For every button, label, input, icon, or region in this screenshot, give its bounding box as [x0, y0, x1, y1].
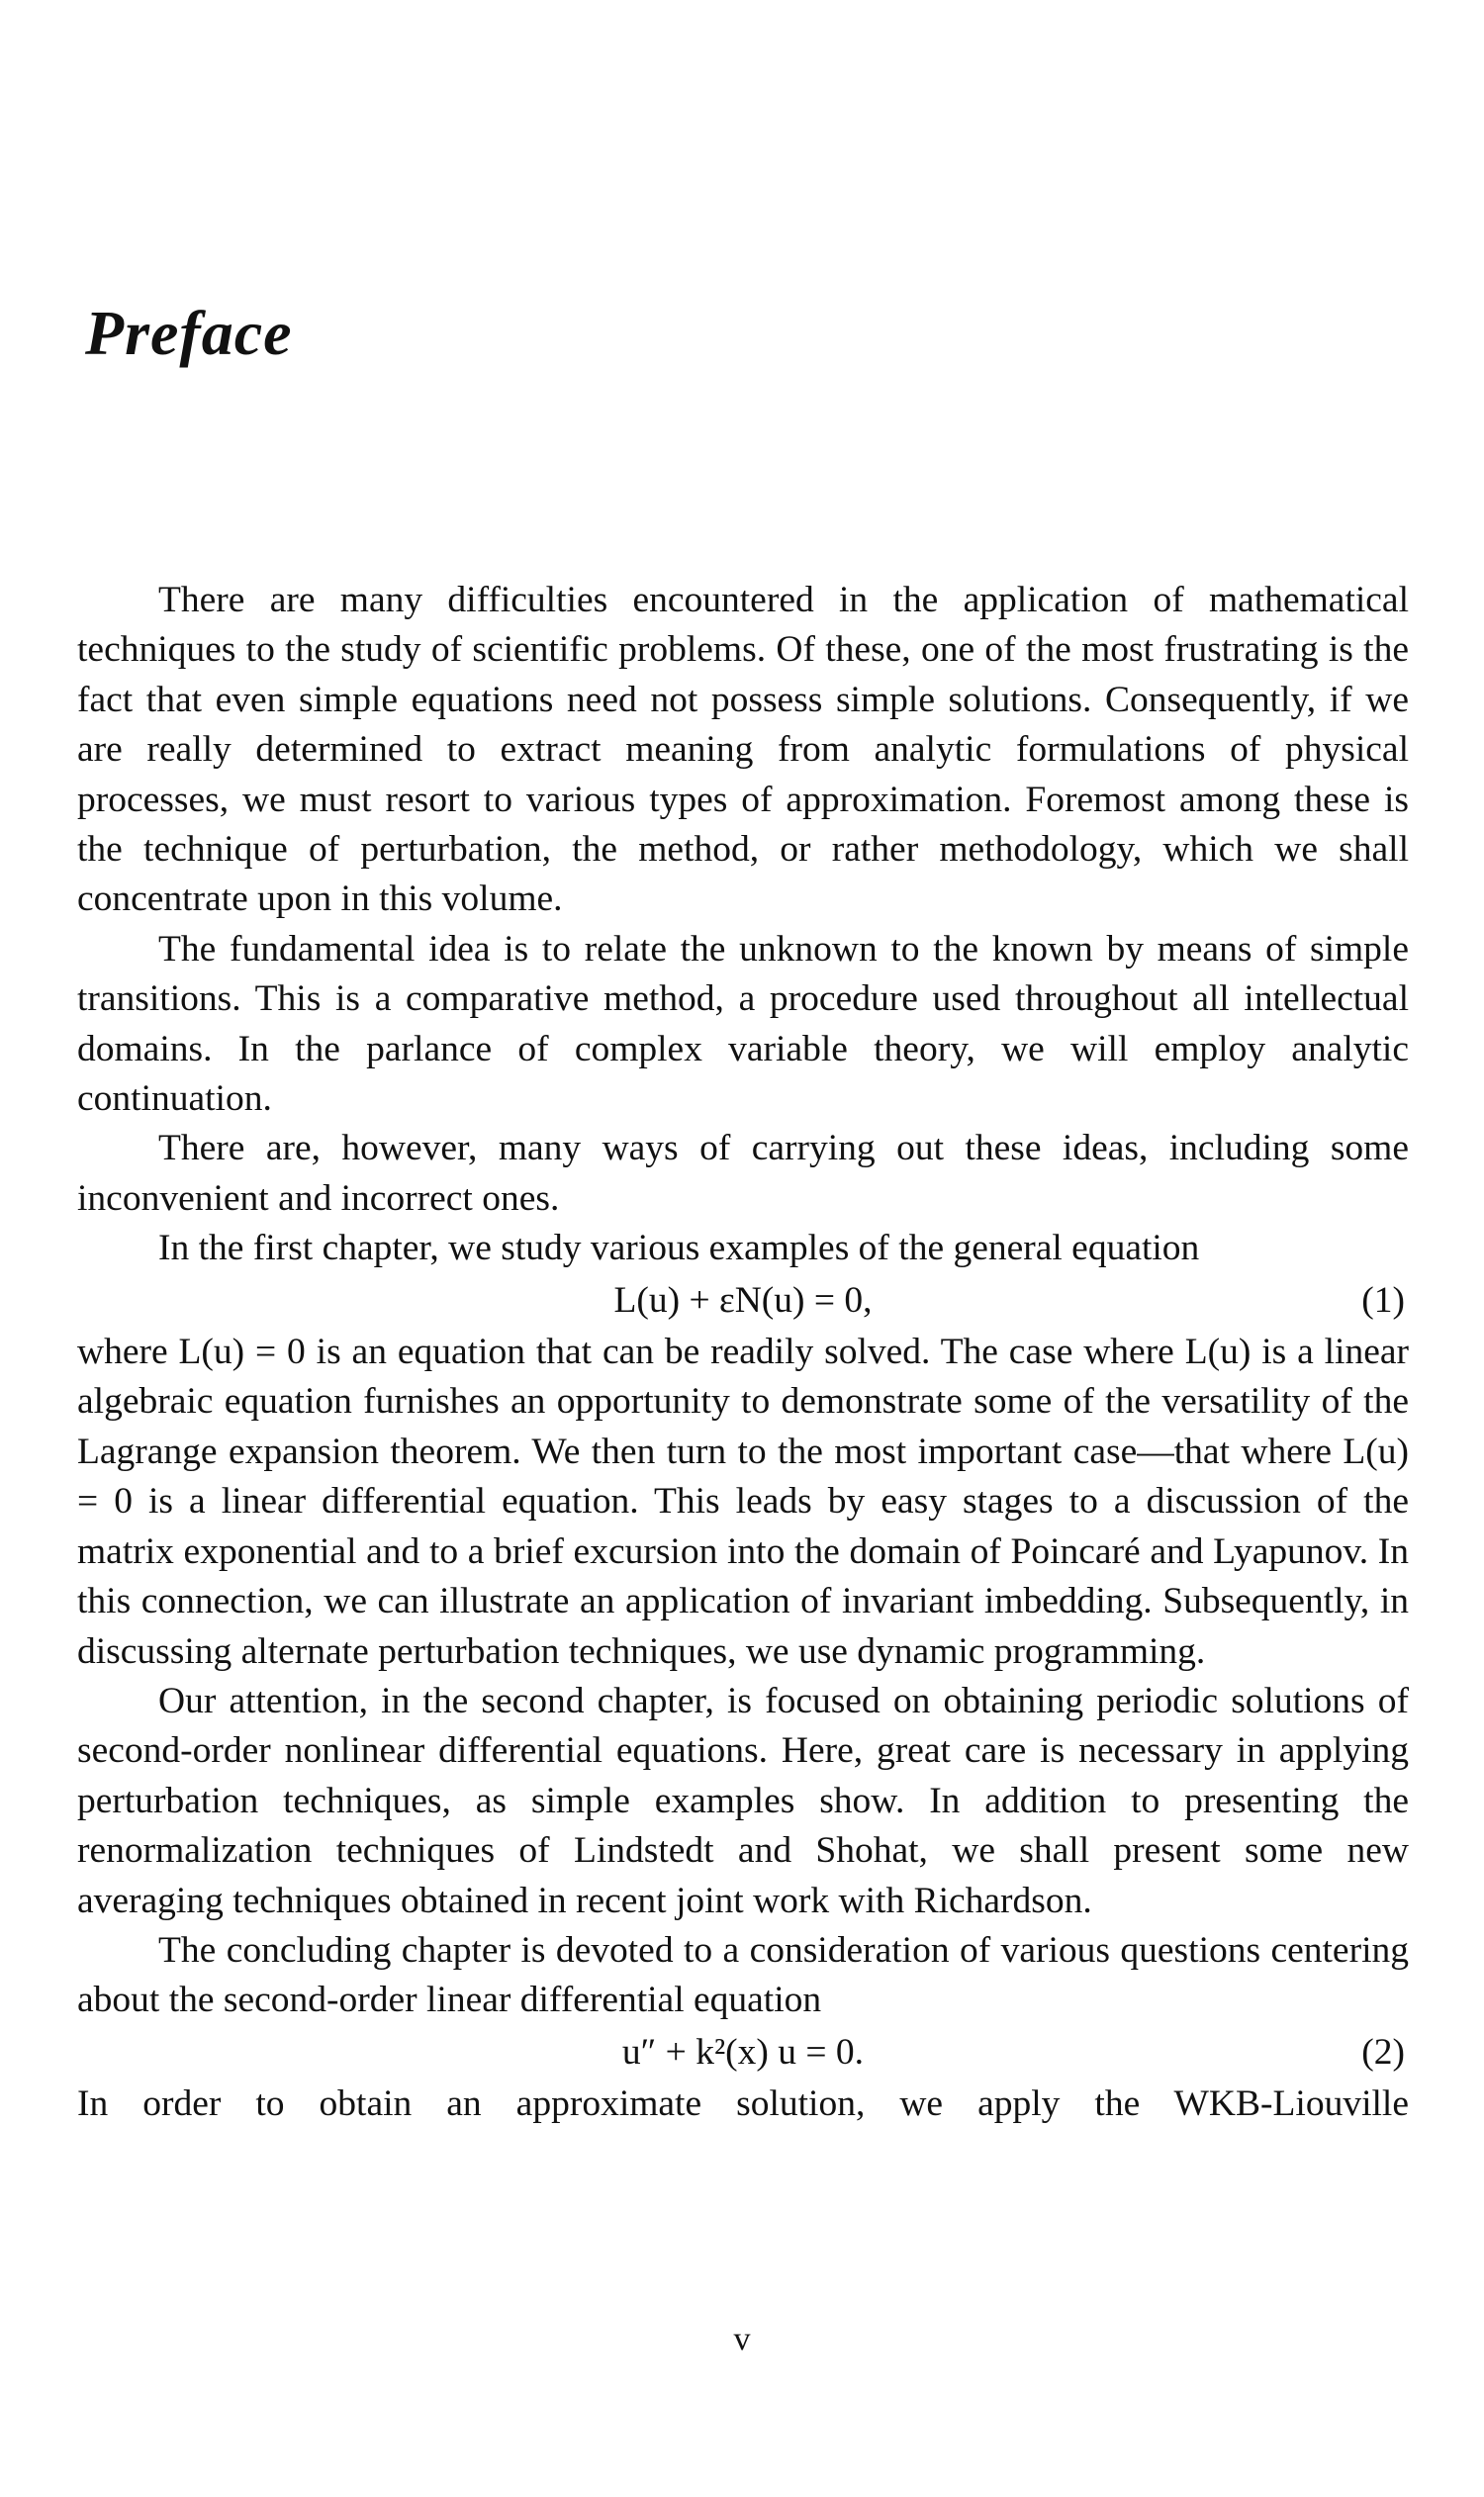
paragraph: The fundamental idea is to relate the unknown to the known by means of simple transitions. This is a comparative method, a procedure used throughout all intellectual domains. In the parlance of complex variable theory, we will employ analytic continuation.: [77, 928, 1409, 1120]
equation-number: (2): [1361, 2031, 1405, 2073]
paragraph: There are many difficulties encountered in the application of mathematical techniques to the study of scientific problems. Of these, one of the most frustrating is the fact that even simple equations need not possess simple solutions. Consequently, if we are really determined to extract meaning from analytic formulations of physical processes, we must resort to various types of approximation. Foremost among these is the technique of perturbation, the method, or rather methodology, which we shall concentrate upon in this volume.: [77, 580, 1409, 920]
paragraph: where L(u) = 0 is an equation that can be readily solved. The case where L(u) is a linear algebraic equation furnishes an opportunity to demonstrate some of the versatility of the Lagrange expansion theorem. We then turn to the most important case—that where L(u) = 0 is a linear differential equation. This leads by easy stages to a discussion of the matrix exponential and to a brief excursion into the domain of Poincaré and Lyapunov. In this connection, we can illustrate an application of invariant imbedding. Subsequently, in discussing alternate perturbation techniques, we use dynamic programming.: [77, 1332, 1409, 1672]
equation-number: (1): [1361, 1279, 1405, 1321]
paragraph: In the first chapter, we study various examples of the general equation: [158, 1228, 1200, 1269]
paragraph: There are, however, many ways of carrying out these ideas, including some inconvenient and incorrect ones.: [77, 1128, 1409, 1219]
paragraph: The concluding chapter is devoted to a consideration of various questions centering about the second-order linear differential equation: [77, 1929, 1409, 2021]
page-number: v: [733, 2321, 751, 2358]
equation-1: [77, 1276, 1409, 1326]
preface-body: [77, 576, 1409, 2130]
paragraph: Our attention, in the second chapter, is focused on obtaining periodic solutions of second-order nonlinear differential equations. Here, great care is necessary in applying perturbation techniques, as simple examples show. In addition to presenting the renormalization techniques of Lindstedt and Shohat, we shall present some new averaging techniques obtained in recent joint work with Richardson.: [77, 1680, 1409, 1921]
equation-expression: u″ + k²(x) u = 0.: [621, 2031, 865, 2073]
paragraph: In order to obtain an approximate solution, we apply the WKB-Liouville: [77, 2083, 1409, 2125]
equation-expression: L(u) + εN(u) = 0,: [613, 1279, 873, 1321]
equation-2: [77, 2028, 1409, 2078]
page-title: Preface: [85, 298, 293, 368]
